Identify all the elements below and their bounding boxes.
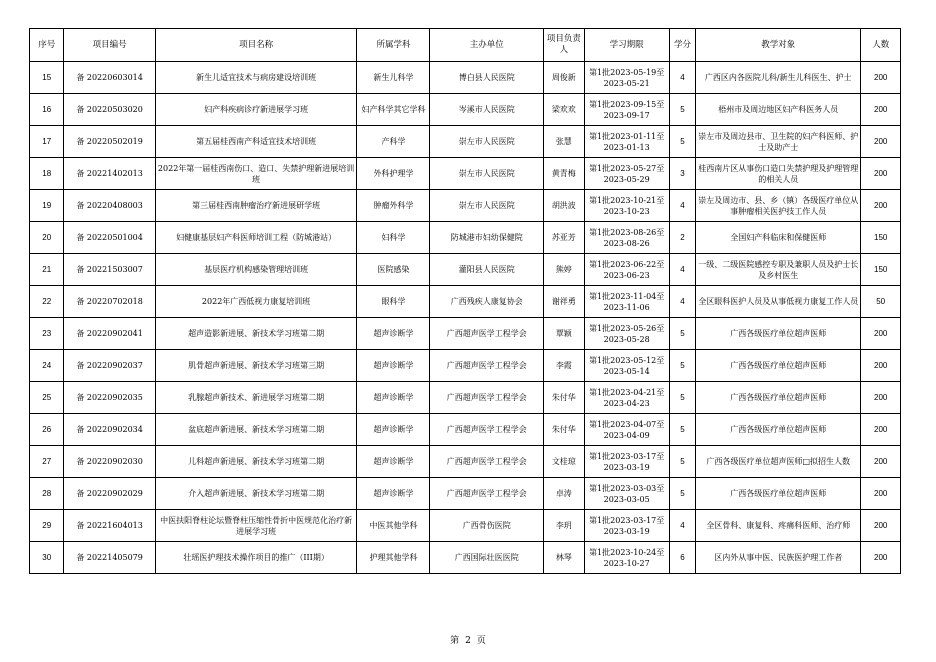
seq-cell: 17 [30, 126, 64, 158]
target-audience-cell: 全区骨科、康复科、疼痛科医师、治疗师 [696, 510, 861, 542]
target-audience-cell: 崇左及周边市、县、乡（镇）各级医疗单位从事肿瘤相关医护技工作人员 [696, 190, 861, 222]
discipline-cell: 妇科学 [357, 222, 430, 254]
study-period-cell: 第1批2023-03-17至2023-03-19 [584, 446, 669, 478]
target-audience-cell: 桂西南片区从事伤口造口失禁护理及护理管理的相关人员 [696, 158, 861, 190]
credits-cell: 4 [669, 286, 695, 318]
study-period-cell: 第1批2023-05-26至2023-05-28 [584, 318, 669, 350]
target-audience-cell: 广西各级医疗单位超声医师 [696, 478, 861, 510]
leader-cell: 覃颖 [544, 318, 585, 350]
page-footer [0, 633, 936, 646]
project-name-cell: 第三届桂西南肿瘤治疗新进展研学班 [155, 190, 357, 222]
host-unit-cell: 广西超声医学工程学会 [430, 414, 544, 446]
host-unit-cell: 广西超声医学工程学会 [430, 318, 544, 350]
project-code-cell: 备 20220502019 [64, 126, 155, 158]
headcount-cell: 200 [861, 318, 901, 350]
table-row [30, 286, 901, 318]
discipline-cell: 新生儿科学 [357, 62, 430, 94]
table-row [30, 190, 901, 222]
headcount-cell: 50 [861, 286, 901, 318]
project-name-cell: 壮瑶医护理技术操作项目的推广（III期） [155, 542, 357, 574]
target-audience-cell: 广西各级医疗单位超声医师 [696, 382, 861, 414]
seq-cell: 21 [30, 254, 64, 286]
target-audience-cell: 广西各级医疗单位超声医师 [696, 350, 861, 382]
headcount-cell: 200 [861, 542, 901, 574]
header-cell: 项目负责人 [544, 29, 585, 62]
leader-cell: 苏亚芳 [544, 222, 585, 254]
project-code-cell: 备 20220902030 [64, 446, 155, 478]
project-code-cell: 备 20221503007 [64, 254, 155, 286]
host-unit-cell: 崇左市人民医院 [430, 190, 544, 222]
header-cell: 序号 [30, 29, 64, 62]
table-row [30, 94, 901, 126]
project-code-cell: 备 20220902037 [64, 350, 155, 382]
table-row [30, 414, 901, 446]
discipline-cell: 外科护理学 [357, 158, 430, 190]
study-period-cell: 第1批2023-10-21至2023-10-23 [584, 190, 669, 222]
project-name-cell: 第五届桂西南产科适宜技术培训班 [155, 126, 357, 158]
headcount-cell: 200 [861, 414, 901, 446]
study-period-cell: 第1批2023-05-19至2023-05-21 [584, 62, 669, 94]
discipline-cell: 肿瘤外科学 [357, 190, 430, 222]
discipline-cell: 超声诊断学 [357, 382, 430, 414]
header-cell: 人数 [861, 29, 901, 62]
target-audience-cell: 广西各级医疗单位超声医师□拟招生人数 [696, 446, 861, 478]
project-code-cell: 备 20220603014 [64, 62, 155, 94]
leader-cell: 梁欢欢 [544, 94, 585, 126]
study-period-cell: 第1批2023-09-15至2023-09-17 [584, 94, 669, 126]
table-row [30, 446, 901, 478]
headcount-cell: 200 [861, 350, 901, 382]
leader-cell: 卓涛 [544, 478, 585, 510]
seq-cell: 18 [30, 158, 64, 190]
headcount-cell: 150 [861, 222, 901, 254]
discipline-cell: 超声诊断学 [357, 446, 430, 478]
page-suffix: 页 [476, 636, 486, 646]
table-row [30, 478, 901, 510]
discipline-cell: 妇产科学其它学科 [357, 94, 430, 126]
target-audience-cell: 一级、二级医院感控专职及兼职人员及护士长及乡村医生 [696, 254, 861, 286]
seq-cell: 26 [30, 414, 64, 446]
discipline-cell: 眼科学 [357, 286, 430, 318]
discipline-cell: 产科学 [357, 126, 430, 158]
credits-cell: 5 [669, 382, 695, 414]
header-cell: 学分 [669, 29, 695, 62]
seq-cell: 25 [30, 382, 64, 414]
seq-cell: 27 [30, 446, 64, 478]
target-audience-cell: 全国妇产科临床和保健医师 [696, 222, 861, 254]
discipline-cell: 医院感染 [357, 254, 430, 286]
study-period-cell: 第1批2023-10-24至2023-10-27 [584, 542, 669, 574]
host-unit-cell: 灌阳县人民医院 [430, 254, 544, 286]
project-name-cell: 妇产科疾病诊疗新进展学习班 [155, 94, 357, 126]
project-name-cell: 中医扶阳脊柱论坛暨脊柱压缩性骨折中医规范化治疗新进展学习班 [155, 510, 357, 542]
header-row [30, 29, 901, 62]
table-row [30, 62, 901, 94]
host-unit-cell: 广西国际壮医医院 [430, 542, 544, 574]
credits-cell: 5 [669, 126, 695, 158]
target-audience-cell: 全区眼科医护人员及从事低视力康复工作人员 [696, 286, 861, 318]
headcount-cell: 150 [861, 254, 901, 286]
study-period-cell: 第1批2023-08-26至2023-08-26 [584, 222, 669, 254]
discipline-cell: 超声诊断学 [357, 350, 430, 382]
page-prefix: 第 [450, 636, 460, 646]
project-name-cell: 肌骨超声新进展、新技术学习班第三期 [155, 350, 357, 382]
project-code-cell: 备 20221604013 [64, 510, 155, 542]
course-table [29, 28, 901, 574]
credits-cell: 6 [669, 542, 695, 574]
header-cell: 学习期限 [584, 29, 669, 62]
credits-cell: 5 [669, 318, 695, 350]
credits-cell: 5 [669, 94, 695, 126]
headcount-cell: 200 [861, 446, 901, 478]
host-unit-cell: 广西骨伤医院 [430, 510, 544, 542]
credits-cell: 4 [669, 190, 695, 222]
header-cell: 所属学科 [357, 29, 430, 62]
study-period-cell: 第1批2023-05-12至2023-05-14 [584, 350, 669, 382]
discipline-cell: 超声诊断学 [357, 318, 430, 350]
host-unit-cell: 广西超声医学工程学会 [430, 446, 544, 478]
table-row [30, 254, 901, 286]
project-name-cell: 2022年第一届桂西南伤口、造口、失禁护理新进展培训班 [155, 158, 357, 190]
study-period-cell: 第1批2023-05-27至2023-05-29 [584, 158, 669, 190]
project-name-cell: 2022年广西低视力康复培训班 [155, 286, 357, 318]
target-audience-cell: 广西区内各医院儿科/新生儿科医生、护士 [696, 62, 861, 94]
leader-cell: 周俊新 [544, 62, 585, 94]
headcount-cell: 200 [861, 478, 901, 510]
leader-cell: 黄青梅 [544, 158, 585, 190]
study-period-cell: 第1批2023-03-17至2023-03-19 [584, 510, 669, 542]
host-unit-cell: 防城港市妇幼保健院 [430, 222, 544, 254]
seq-cell: 22 [30, 286, 64, 318]
leader-cell: 李霞 [544, 350, 585, 382]
project-name-cell: 新生儿适宜技术与病房建设培训班 [155, 62, 357, 94]
page-number: 2 [465, 636, 471, 646]
seq-cell: 19 [30, 190, 64, 222]
seq-cell: 23 [30, 318, 64, 350]
study-period-cell: 第1批2023-06-22至2023-06-23 [584, 254, 669, 286]
headcount-cell: 200 [861, 158, 901, 190]
credits-cell: 5 [669, 478, 695, 510]
project-code-cell: 备 20220902029 [64, 478, 155, 510]
leader-cell: 熊婷 [544, 254, 585, 286]
credits-cell: 2 [669, 222, 695, 254]
headcount-cell: 200 [861, 190, 901, 222]
headcount-cell: 200 [861, 382, 901, 414]
credits-cell: 5 [669, 350, 695, 382]
headcount-cell: 200 [861, 62, 901, 94]
study-period-cell: 第1批2023-04-07至2023-04-09 [584, 414, 669, 446]
project-name-cell: 盆底超声新进展、新技术学习班第二期 [155, 414, 357, 446]
leader-cell: 李玥 [544, 510, 585, 542]
table-row [30, 542, 901, 574]
credits-cell: 5 [669, 414, 695, 446]
leader-cell: 朱付华 [544, 414, 585, 446]
headcount-cell: 200 [861, 94, 901, 126]
target-audience-cell: 区内外从事中医、民族医护理工作者 [696, 542, 861, 574]
target-audience-cell: 广西各级医疗单位超声医师 [696, 414, 861, 446]
discipline-cell: 护理其他学科 [357, 542, 430, 574]
target-audience-cell: 崇左市及周边县市、卫生院的妇产科医师、护士及助产士 [696, 126, 861, 158]
discipline-cell: 超声诊断学 [357, 478, 430, 510]
seq-cell: 20 [30, 222, 64, 254]
study-period-cell: 第1批2023-03-03至2023-03-05 [584, 478, 669, 510]
credits-cell: 4 [669, 510, 695, 542]
project-code-cell: 备 20221405079 [64, 542, 155, 574]
credits-cell: 5 [669, 446, 695, 478]
table-row [30, 350, 901, 382]
project-name-cell: 儿科超声新进展、新技术学习班第二期 [155, 446, 357, 478]
table-row [30, 382, 901, 414]
project-code-cell: 备 20220902035 [64, 382, 155, 414]
project-code-cell: 备 20221402013 [64, 158, 155, 190]
seq-cell: 28 [30, 478, 64, 510]
headcount-cell: 200 [861, 510, 901, 542]
leader-cell: 谢祥勇 [544, 286, 585, 318]
host-unit-cell: 广西超声医学工程学会 [430, 478, 544, 510]
credits-cell: 4 [669, 254, 695, 286]
project-code-cell: 备 20220902034 [64, 414, 155, 446]
host-unit-cell: 岑溪市人民医院 [430, 94, 544, 126]
seq-cell: 15 [30, 62, 64, 94]
project-name-cell: 基层医疗机构感染管理培训班 [155, 254, 357, 286]
header-cell: 项目名称 [155, 29, 357, 62]
target-audience-cell: 梧州市及周边地区妇产科医务人员 [696, 94, 861, 126]
table-row [30, 510, 901, 542]
header-cell: 项目编号 [64, 29, 155, 62]
headcount-cell: 200 [861, 126, 901, 158]
host-unit-cell: 崇左市人民医院 [430, 158, 544, 190]
project-name-cell: 介入超声新进展、新技术学习班第二期 [155, 478, 357, 510]
table-row [30, 318, 901, 350]
host-unit-cell: 广西超声医学工程学会 [430, 382, 544, 414]
project-code-cell: 备 20220503020 [64, 94, 155, 126]
project-code-cell: 备 20220902041 [64, 318, 155, 350]
study-period-cell: 第1批2023-11-04至2023-11-06 [584, 286, 669, 318]
host-unit-cell: 广西超声医学工程学会 [430, 350, 544, 382]
target-audience-cell: 广西各级医疗单位超声医师 [696, 318, 861, 350]
study-period-cell: 第1批2023-04-21至2023-04-23 [584, 382, 669, 414]
project-name-cell: 乳腺超声新技术、新进展学习班第二期 [155, 382, 357, 414]
leader-cell: 朱付华 [544, 382, 585, 414]
credits-cell: 3 [669, 158, 695, 190]
credits-cell: 4 [669, 62, 695, 94]
discipline-cell: 超声诊断学 [357, 414, 430, 446]
host-unit-cell: 广西残疾人康复协会 [430, 286, 544, 318]
discipline-cell: 中医其他学科 [357, 510, 430, 542]
host-unit-cell: 博白县人民医院 [430, 62, 544, 94]
seq-cell: 30 [30, 542, 64, 574]
table-row [30, 126, 901, 158]
seq-cell: 29 [30, 510, 64, 542]
leader-cell: 张慧 [544, 126, 585, 158]
table-row [30, 158, 901, 190]
project-name-cell: 妇健康基层妇产科医师培训工程（防城港站） [155, 222, 357, 254]
header-cell: 主办单位 [430, 29, 544, 62]
project-code-cell: 备 20220408003 [64, 190, 155, 222]
header-cell: 教学对象 [696, 29, 861, 62]
project-code-cell: 备 20220702018 [64, 286, 155, 318]
seq-cell: 24 [30, 350, 64, 382]
host-unit-cell: 崇左市人民医院 [430, 126, 544, 158]
table-row [30, 222, 901, 254]
project-name-cell: 超声造影新进展、新技术学习班第二期 [155, 318, 357, 350]
leader-cell: 文桂琼 [544, 446, 585, 478]
project-code-cell: 备 20220501004 [64, 222, 155, 254]
leader-cell: 林琴 [544, 542, 585, 574]
leader-cell: 胡洪波 [544, 190, 585, 222]
seq-cell: 16 [30, 94, 64, 126]
study-period-cell: 第1批2023-01-11至2023-01-13 [584, 126, 669, 158]
